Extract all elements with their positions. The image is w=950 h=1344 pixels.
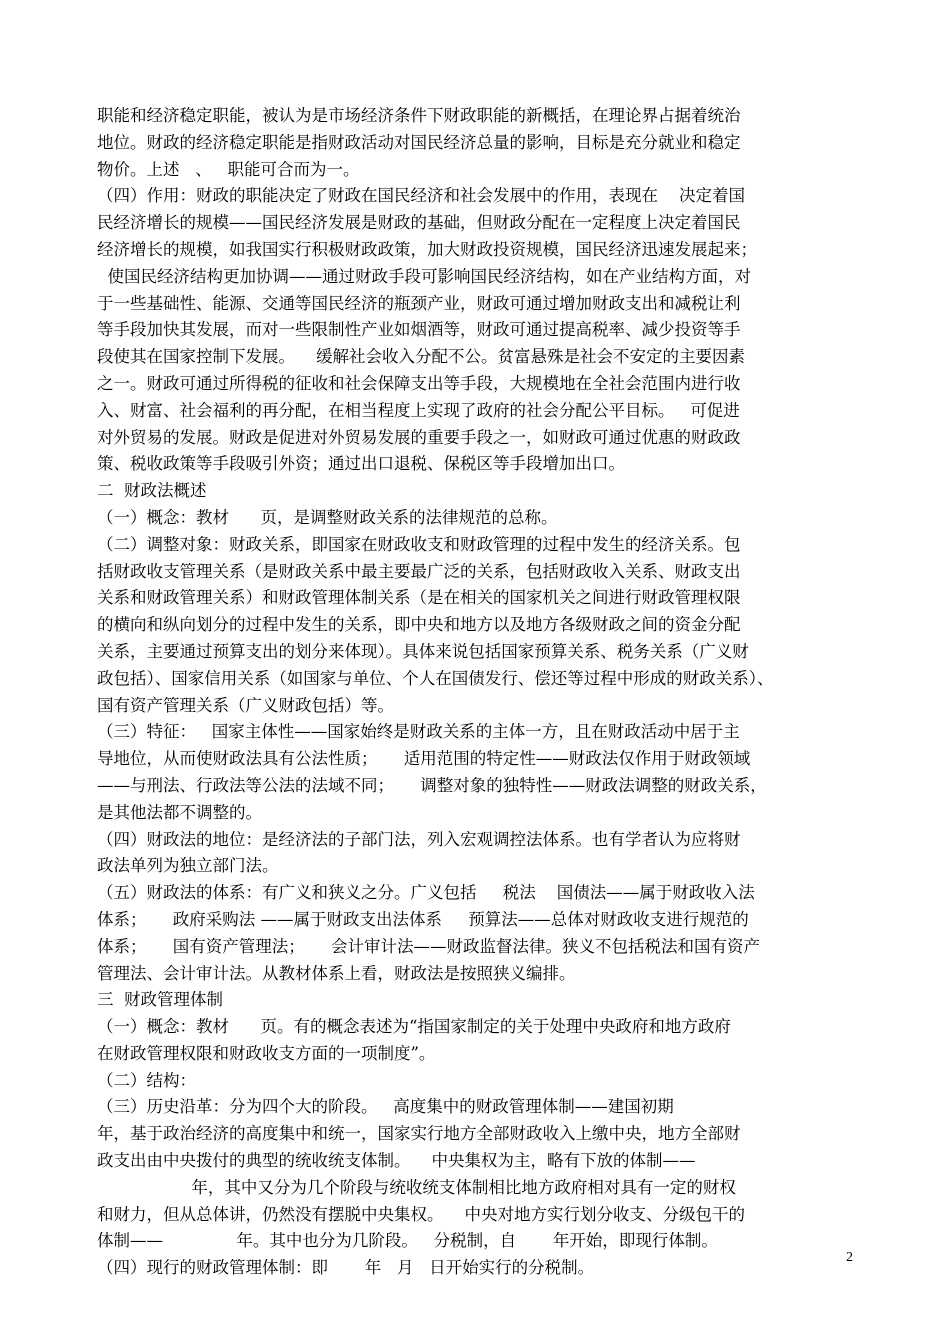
text-line: 的横向和纵向划分的过程中发生的关系，即中央和地方以及地方各级财政之间的资金分配 xyxy=(97,615,741,635)
text-line: （二）结构： xyxy=(97,1070,196,1090)
text-line: 段使其在国家控制下发展。 缓解社会收入分配不公。贫富悬殊是社会不安定的主要因素 xyxy=(97,347,745,367)
body-text xyxy=(97,103,857,1282)
text-line: 体制—— 年。其中也分为几阶段。 分税制，自 年开始，即现行体制。 xyxy=(97,1231,718,1251)
text-line: （四）财政法的地位：是经济法的子部门法，列入宏观调控法体系。也有学者认为应将财 xyxy=(97,829,741,849)
text-line: （三）特征： 国家主体性——国家始终是财政关系的主体一方，且在财政活动中居于主 xyxy=(97,722,740,742)
text-line: 政包括）、国家信用关系（如国家与单位、个人在国债发行、偿还等过程中形成的财政关系）、 xyxy=(97,668,774,688)
text-line: 等手段加快其发展，而对一些限制性产业如烟酒等，财政可通过提高税率、减少投资等手 xyxy=(97,320,741,340)
text-line: 导地位，从而使财政法具有公法性质； 适用范围的特定性——财政法仅作用于财政领域 xyxy=(97,749,751,769)
text-line: 经济增长的规模，如我国实行积极财政政策，加大财政投资规模，国民经济迅速发展起来； xyxy=(97,239,757,259)
text-line: 民经济增长的规模——国民经济发展是财政的基础，但财政分配在一定程度上决定着国民 xyxy=(97,213,741,233)
text-line: ——与刑法、行政法等公法的法域不同； 调整对象的独特性——财政法调整的财政关系， xyxy=(97,775,767,795)
text-line: （一）概念：教材 页，是调整财政关系的法律规范的总称。 xyxy=(97,507,558,527)
text-line: 是其他法都不调整的。 xyxy=(97,802,262,822)
page-number: 2 xyxy=(846,1250,853,1265)
text-line: 之一。财政可通过所得税的征收和社会保障支出等手段，大规模地在全社会范围内进行收 xyxy=(97,373,741,393)
text-line: 政支出由中央拨付的典型的统收统支体制。 中央集权为主，略有下放的体制—— xyxy=(97,1151,696,1171)
text-line: 年，基于政治经济的高度集中和统一，国家实行地方全部财政收入上缴中央，地方全部财 xyxy=(97,1124,741,1144)
text-line: 和财力，但从总体讲，仍然没有摆脱中央集权。 中央对地方实行划分收支、分级包干的 xyxy=(97,1204,745,1224)
text-line: 关系和财政管理关系）和财政管理体制关系（是在相关的国家机关之间进行财政管理权限 xyxy=(97,588,741,608)
text-line: 管理法、会计审计法。从教材体系上看，财政法是按照狭义编排。 xyxy=(97,963,576,983)
text-line: 在财政管理权限和财政收支方面的一项制度”。 xyxy=(97,1043,436,1063)
text-line: 关系，主要通过预算支出的划分来体现）。具体来说包括国家预算关系、税务关系（广义财 xyxy=(97,641,749,661)
text-line: 入、财富、社会福利的再分配，在相当程度上实现了政府的社会分配公平目标。 可促进 xyxy=(97,400,740,420)
text-line: 国有资产管理关系（广义财政包括）等。 xyxy=(97,695,394,715)
text-line: 于一些基础性、能源、交通等国民经济的瓶颈产业，财政可通过增加财政支出和减税让利 xyxy=(97,293,741,313)
text-line: 策、税收政策等手段吸引外资；通过出口退税、保税区等手段增加出口。 xyxy=(97,454,625,474)
text-line: （五）财政法的体系：有广义和狭义之分。广义包括 税法 国债法——属于财政收入法 xyxy=(97,883,755,903)
text-line: 物价。上述 、 职能可合而为一。 xyxy=(97,159,360,179)
text-line: 括财政收支管理关系（是财政关系中最主要最广泛的关系，包括财政收入关系、财政支出 xyxy=(97,561,741,581)
text-line: （三）历史沿革：分为四个大的阶段。 高度集中的财政管理体制——建国初期 xyxy=(97,1097,674,1117)
text-line: 使国民经济结构更加协调——通过财政手段可影响国民经济结构，如在产业结构方面，对 xyxy=(97,266,751,286)
section-heading: 二 财政法概述 xyxy=(97,481,207,501)
text-line: （四）现行的财政管理体制：即 年 月 日开始实行的分税制。 xyxy=(97,1258,595,1278)
text-line: 地位。财政的经济稳定职能是指财政活动对国民经济总量的影响，目标是充分就业和稳定 xyxy=(97,132,741,152)
text-line: （四）作用：财政的职能决定了财政在国民经济和社会发展中的作用，表现在 决定着国 xyxy=(97,186,745,206)
text-line: 对外贸易的发展。财政是促进对外贸易发展的重要手段之一，如财政可通过优惠的财政政 xyxy=(97,427,741,447)
text-line: （一）概念：教材 页。有的概念表述为“指国家制定的关于处理中央政府和地方政府 xyxy=(97,1017,731,1037)
text-line: 职能和经济稳定职能，被认为是市场经济条件下财政职能的新概括，在理论界占据着统治 xyxy=(97,106,741,125)
section-heading: 三 财政管理体制 xyxy=(97,990,223,1010)
text-line: （二）调整对象：财政关系，即国家在财政收支和财政管理的过程中发生的经济关系。包 xyxy=(97,534,741,554)
text-line: 政法单列为独立部门法。 xyxy=(97,856,279,876)
text-line: 体系； 政府采购法 ——属于财政支出法体系 预算法——总体对财政收支进行规范的 xyxy=(97,909,749,929)
text-line: 体系； 国有资产管理法； 会计审计法——财政监督法律。狭义不包括税法和国有资产 xyxy=(97,936,760,956)
text-line: 年，其中又分为几个阶段与统收统支体制相比地方政府相对具有一定的财权 xyxy=(97,1177,736,1197)
